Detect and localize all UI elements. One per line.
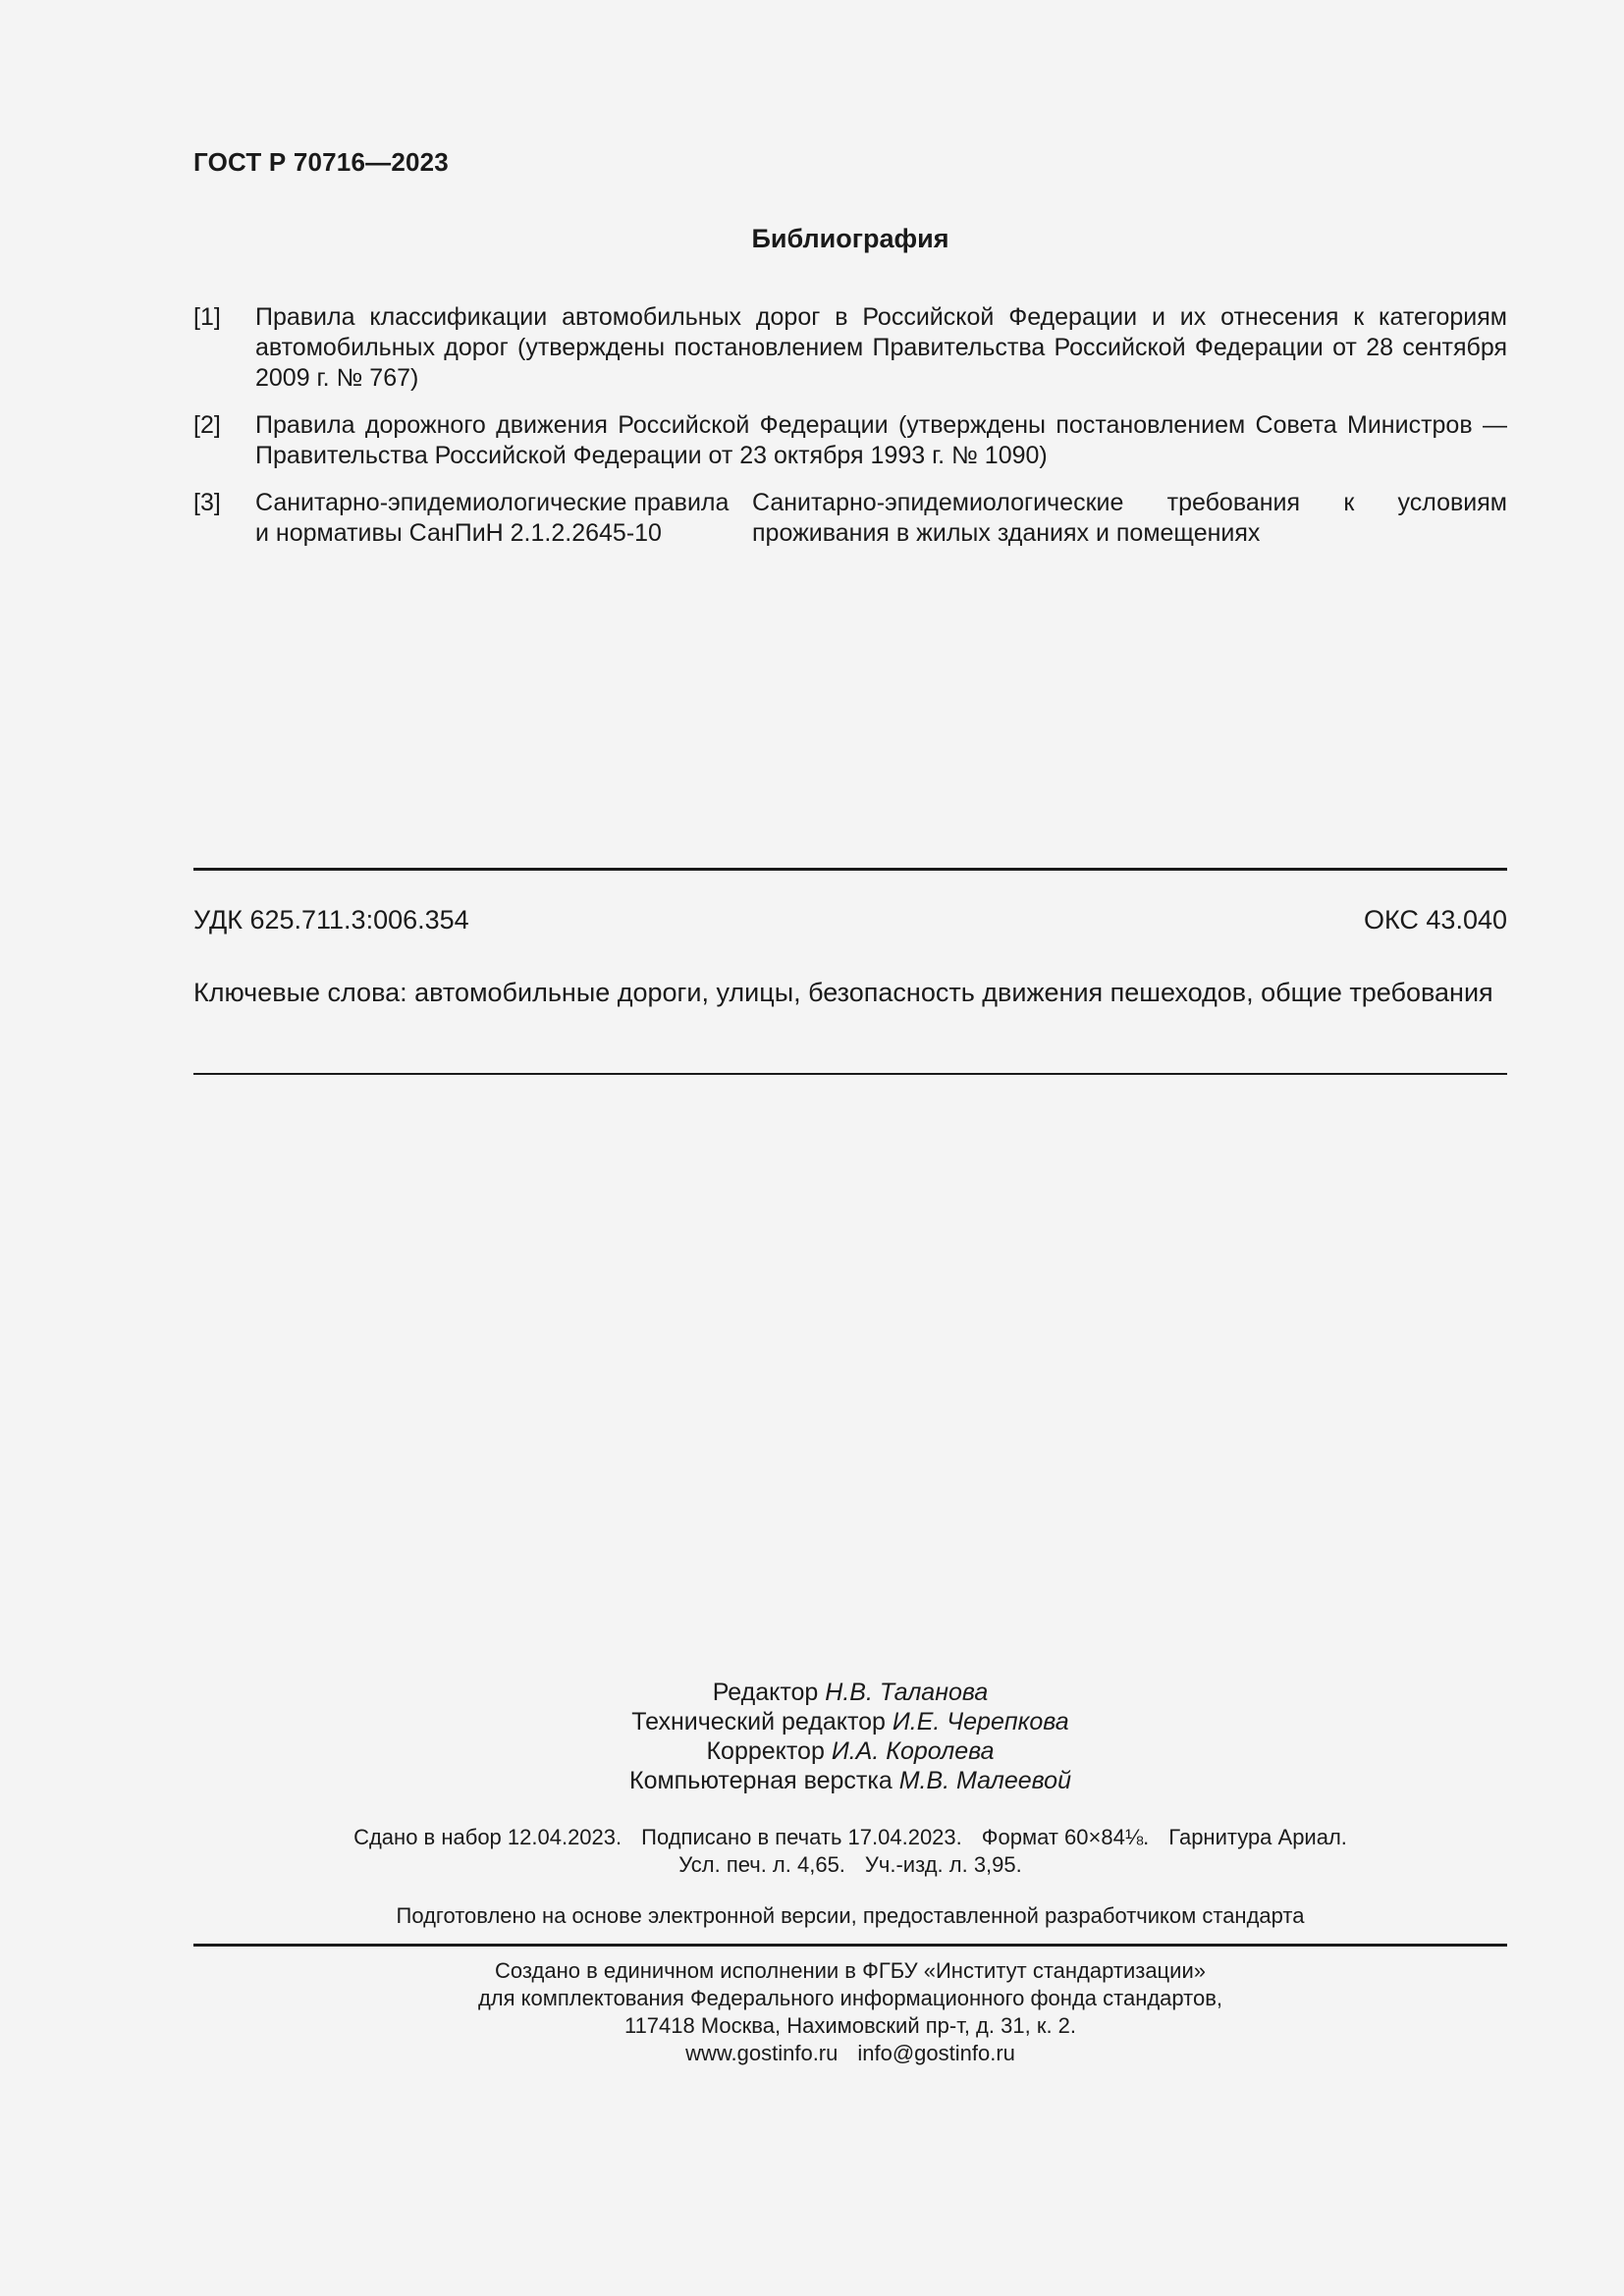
print-info-line (193, 1824, 1507, 1851)
divider (193, 1073, 1507, 1075)
credit-tech-editor (193, 1707, 1507, 1736)
prepared-note: Подготовлено на основе электронной версии, предоставленной разработчиком стандарта (396, 1903, 1305, 1928)
divider (193, 868, 1507, 871)
typeface: Гарнитура Ариал. (1168, 1825, 1347, 1849)
credit-label: Технический редактор (631, 1708, 886, 1735)
bibliography-item (193, 488, 1507, 549)
credit-corrector (193, 1736, 1507, 1766)
bibliography-item-text: Правила дорожного движения Российской Федерации (утверждены постановлением Совета Министров — Правительства Российской Федерации от 23 октября 1993 г. № 1090) (255, 411, 1507, 469)
credit-person: Н.В. Таланова (825, 1679, 989, 1706)
footer-contacts (193, 2040, 1507, 2067)
bibliography-item (193, 410, 1507, 471)
footer-line: для комплектования Федерального информационного фонда стандартов, (477, 1986, 1223, 2010)
bibliography-title: Библиография (751, 224, 949, 253)
bibliography-item-description: Санитарно-эпидемиологические требования к условиям проживания в жилых зданиях и помещениях (752, 489, 1507, 547)
typeset-date: Сдано в набор 12.04.2023. (353, 1825, 623, 1849)
publisher-footer (193, 1957, 1507, 2067)
bibliography-item-text: Правила классификации автомобильных дорог в Российской Федерации и их отнесения к категориям автомобильных дорог (утверждены постановлением Правительства Российской Федерации от 28 сентября 2009 г. № 767) (255, 303, 1507, 392)
paper-format: Формат 60×84⅛. (981, 1825, 1150, 1849)
conventional-sheets: Усл. печ. л. 4,65. (678, 1852, 845, 1877)
print-info (193, 1824, 1507, 1879)
bibliography-item (193, 302, 1507, 394)
credit-layout (193, 1766, 1507, 1795)
footer-line: Создано в единичном исполнении в ФГБУ «Институт стандартизации» (495, 1958, 1206, 1983)
signed-date: Подписано в печать 17.04.2023. (641, 1825, 962, 1849)
bibliography-item-number: [2] (193, 411, 221, 439)
credit-label: Компьютерная верстка (629, 1767, 893, 1794)
credit-editor (193, 1678, 1507, 1707)
document-code: ГОСТ Р 70716—2023 (193, 147, 449, 177)
footer-line: 117418 Москва, Нахимовский пр-т, д. 31, к. 2. (623, 2013, 1077, 2038)
credits-block (193, 1678, 1507, 1795)
credit-person: М.В. Малеевой (898, 1767, 1071, 1794)
credit-label: Корректор (706, 1737, 825, 1765)
email-link[interactable]: info@gostinfo.ru (857, 2041, 1015, 2065)
credit-label: Редактор (712, 1679, 819, 1706)
oks-code: ОКС 43.040 (1363, 905, 1507, 934)
credit-person: И.Е. Черепкова (892, 1708, 1069, 1735)
bibliography-item-number: [3] (193, 489, 221, 516)
bibliography-list (193, 302, 1507, 549)
bibliography-item-number: [1] (193, 303, 221, 331)
print-info-line (193, 1851, 1507, 1879)
website-link[interactable]: www.gostinfo.ru (685, 2041, 839, 2065)
keywords: Ключевые слова: автомобильные дороги, улицы, безопасность движения пешеходов, общие требования (193, 978, 1493, 1007)
divider (193, 1944, 1507, 1947)
udk-code: УДК 625.711.3:006.354 (193, 905, 469, 934)
credit-person: И.А. Королева (831, 1737, 995, 1765)
bibliography-item-source: Санитарно-эпидемиологические правила и нормативы СанПиН 2.1.2.2645-10 (255, 489, 730, 547)
publication-sheets: Уч.-изд. л. 3,95. (864, 1852, 1022, 1877)
